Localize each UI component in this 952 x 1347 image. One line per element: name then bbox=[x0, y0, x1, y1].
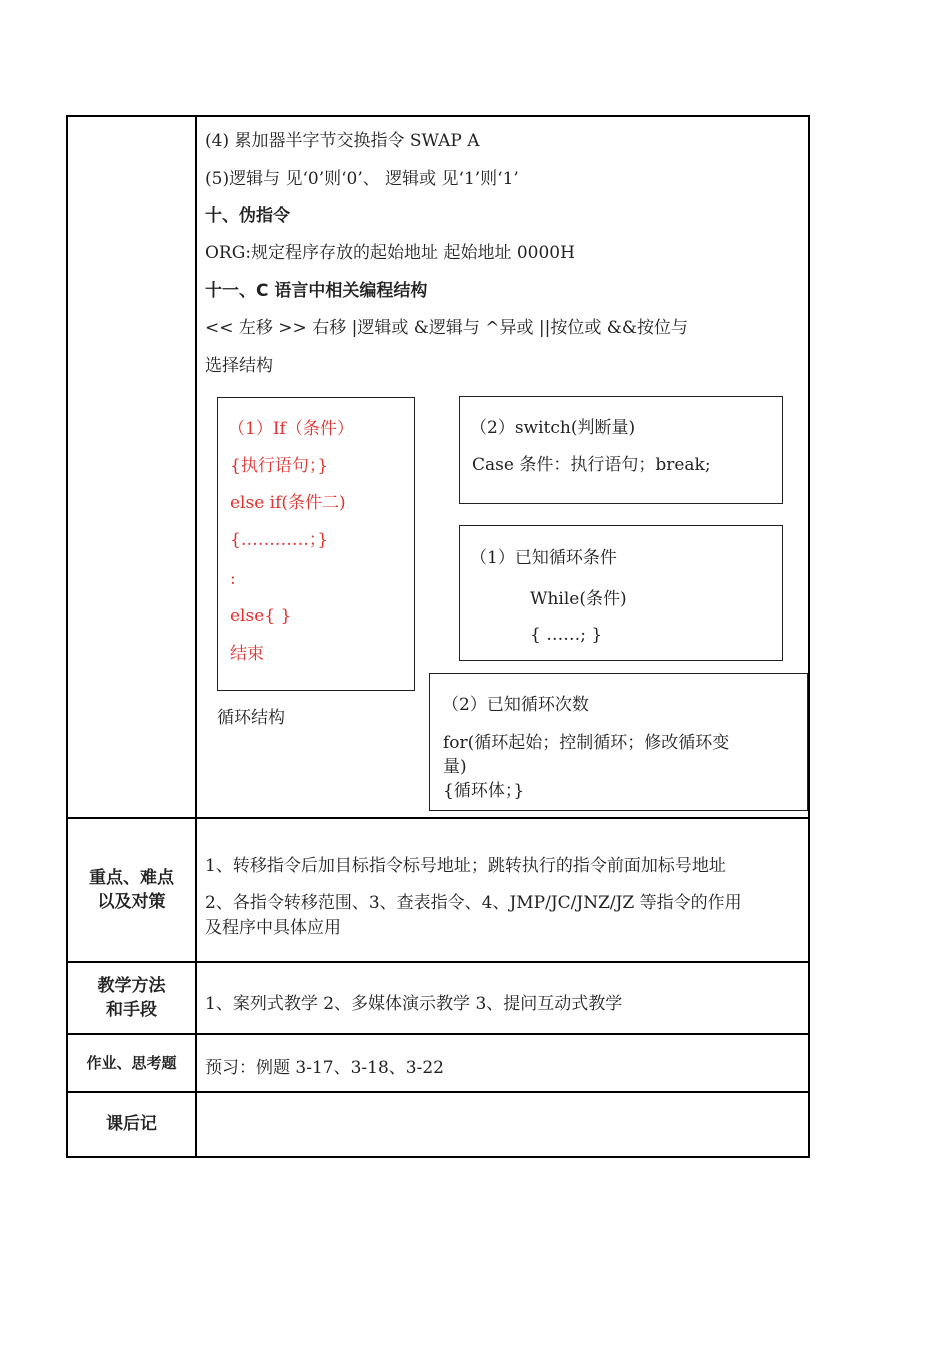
org-line: ORG:规定程序存放的起始地址 起始地址 0000H bbox=[205, 243, 575, 263]
homework-label: 作业、思考题 bbox=[86, 1054, 177, 1072]
teaching-method-label: 教学方法 和手段 bbox=[97, 976, 166, 1020]
table-row-divider bbox=[66, 1033, 810, 1035]
key-points-line-2: 2、各指令转移范围、3、查表指令、4、JMP/JC/JNZ/JZ 等指令的作用 bbox=[205, 893, 742, 913]
table-border-right bbox=[808, 115, 810, 1158]
swap-instruction-line: (4) 累加器半字节交换指令 SWAP A bbox=[205, 131, 480, 151]
if-structure-box bbox=[217, 397, 415, 691]
table-column-divider bbox=[195, 115, 197, 1158]
key-points-label: 重点、难点 以及对策 bbox=[89, 868, 174, 912]
for-structure-box bbox=[429, 673, 808, 811]
if-exec-line: {执行语句；} bbox=[230, 456, 329, 476]
for-body-line: {循环体；} bbox=[443, 781, 525, 801]
table-row-divider bbox=[66, 1091, 810, 1093]
while-structure-box bbox=[459, 525, 783, 661]
loop-structure-label: 循环结构 bbox=[217, 708, 285, 728]
case-line: Case 条件：执行语句；break; bbox=[472, 455, 711, 475]
logic-rule-line: (5)逻辑与 见‘0’则‘0’、 逻辑或 见‘1’则‘1’ bbox=[205, 169, 519, 189]
while-cond-line: While(条件) bbox=[530, 589, 627, 609]
after-class-notes-label: 课后记 bbox=[106, 1114, 157, 1134]
for-title-line: （2）已知循环次数 bbox=[442, 695, 589, 715]
section-heading-c: 十一、C 语言中相关编程结构 bbox=[205, 281, 428, 301]
operators-line: << 左移 >> 右移 |逻辑或 &逻辑与 ^异或 ||按位或 &&按位与 bbox=[205, 318, 689, 338]
while-body-line: { ……; } bbox=[530, 625, 603, 645]
table-row-divider bbox=[66, 817, 810, 819]
key-points-line-3: 及程序中具体应用 bbox=[205, 918, 341, 938]
else-line: else{ } bbox=[230, 606, 292, 626]
table-row-divider bbox=[66, 961, 810, 963]
switch-line: （2）switch(判断量) bbox=[470, 418, 636, 438]
ellipsis-line: : bbox=[230, 569, 236, 589]
teaching-method-text: 1、案列式教学 2、多媒体演示教学 3、提问互动式教学 bbox=[205, 994, 623, 1014]
switch-structure-box bbox=[459, 396, 783, 504]
table-border-top bbox=[66, 115, 810, 117]
while-title-line: （1）已知循环条件 bbox=[470, 548, 617, 568]
if-line: （1）If（条件） bbox=[228, 419, 354, 439]
table-border-bottom bbox=[66, 1156, 810, 1158]
end-line: 结束 bbox=[230, 644, 264, 664]
homework-text: 预习：例题 3-17、3-18、3-22 bbox=[205, 1058, 444, 1078]
for-loop-line-cont: 量) bbox=[443, 757, 467, 777]
key-points-line-1: 1、转移指令后加目标指令标号地址；跳转执行的指令前面加标号地址 bbox=[205, 856, 726, 876]
section-heading-pseudo: 十、伪指令 bbox=[205, 206, 290, 226]
selection-structure-label: 选择结构 bbox=[205, 356, 273, 376]
for-loop-line: for(循环起始；控制循环；修改循环变 bbox=[443, 733, 730, 753]
else-if-line: else if(条件二) bbox=[230, 493, 346, 513]
else-if-body-line: {…………；} bbox=[230, 530, 329, 550]
